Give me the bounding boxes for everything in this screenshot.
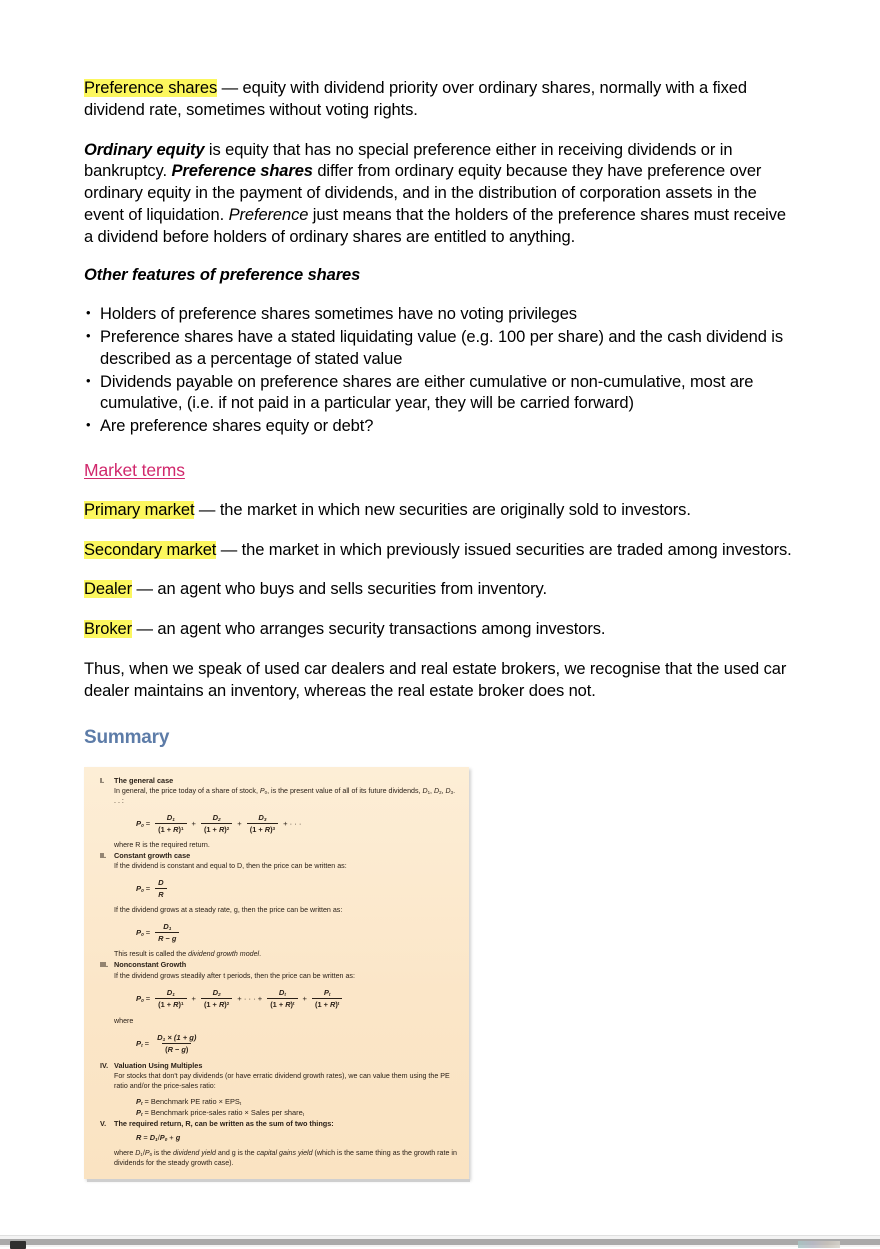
summary-item-4-text: For stocks that don't pay dividends (or have erratic dividend growth rates), we can value them using the PE ratio and/or the price-sales ratio:: [114, 1071, 450, 1090]
summary-item-5-note-italic-2: capital gains yield: [256, 1149, 313, 1158]
summary-item-3-body: [114, 960, 458, 1059]
horizontal-scrollbar[interactable]: [0, 1235, 880, 1247]
term-preference-italic: Preference: [228, 205, 309, 224]
market-term-broker: [84, 619, 798, 641]
summary-item-5-body: [114, 1119, 458, 1168]
market-terms-heading-wrap: [84, 460, 798, 500]
preference-shares-definition: [84, 78, 798, 122]
list-item: • Holders of preference shares sometimes have no voting privileges: [84, 304, 798, 326]
highlighted-term-primary-market: Primary market: [84, 500, 195, 519]
summary-item-5-note-suffix: (which is the same thing as the growth rate in dividends for the steady growth case).: [114, 1149, 457, 1168]
summary-item-3-title: Nonconstant Growth: [114, 960, 187, 970]
summary-item-1-numeral: I.: [100, 775, 104, 785]
summary-item-2-numeral: II.: [100, 850, 106, 860]
summary-figure-box: [84, 767, 469, 1180]
summary-item-4-equation-2: $P_t$ = Benchmark price-sales ratio × Sales per share$_t$: [136, 1107, 304, 1117]
summary-item-5-note: where $D_1/P_0$ is the dividend yield and g is the capital gains yield (which is the same thing as the growth rate in dividends for the steady growth case).: [114, 1149, 457, 1168]
summary-item-5-note-mid2: and g is the: [215, 1149, 257, 1158]
summary-item-4-body: [114, 1061, 458, 1118]
ordinary-equity-paragraph: [84, 140, 798, 249]
ordinary-equity-text-3: just means that the holders of the preference shares must receive a dividend before holders of ordinary shares are entitled to anything.: [84, 205, 786, 246]
summary-item-5: [92, 1119, 458, 1168]
summary-item-2-note-italic: dividend growth model: [188, 950, 260, 959]
market-term-primary-market: [84, 500, 798, 522]
summary-item-4-numeral: IV.: [100, 1060, 109, 1070]
highlighted-term-dealer: Dealer: [84, 580, 133, 599]
summary-item-2-text-2: If the dividend grows at a steady rate, g, then the price can be written as:: [114, 906, 343, 915]
summary-figure-shadow: [87, 1179, 470, 1182]
other-features-list: [84, 304, 798, 438]
summary-item-3-equation: $P_0$ = $\frac{D_1}{(1 + R)^1}$ + $\frac{D_2}{(1 + R)^2}$ + · · · + $\frac{D_t}{(1 + R)^t}$ + $\frac{P_t}{(1 + R)^t}$: [136, 988, 458, 1009]
summary-figure: [84, 767, 469, 1180]
summary-item-5-note-prefix: where: [114, 1149, 136, 1158]
summary-item-3: [92, 960, 458, 1059]
summary-item-1-title: The general case: [114, 775, 174, 785]
summary-item-4: [92, 1061, 458, 1118]
summary-item-4-equation-1: $P_t$ = Benchmark PE ratio × $EPS_t$: [136, 1096, 242, 1106]
other-features-heading: Other features of preference shares: [84, 266, 361, 285]
ordinary-equity-text-2: differ from ordinary equity because they have preference over ordinary equity in the payment of dividends, and in the distribution of corporation assets in the event of liquidation.: [84, 162, 762, 224]
market-term-dealer: [84, 579, 798, 601]
ordinary-equity-text-1: is equity that has no special preference either in receiving dividends or in bankruptcy.: [84, 140, 733, 181]
summary-item-5-title: The required return, R, can be written as the sum of two things:: [114, 1118, 334, 1128]
summary-item-1-text-prefix: In general, the price today of a share of stock,: [114, 786, 260, 795]
summary-item-5-numeral: V.: [100, 1118, 107, 1128]
summary-item-1-text: In general, the price today of a share of stock, $P_0$, is the present value of all of its future dividends, $D_1$, $D_2$, $D_3$. . . :: [114, 786, 456, 805]
summary-item-1-equation: $P_0$ = $\frac{D_1}{(1 + R)^1}$ + $\frac{D_2}{(1 + R)^2}$ + $\frac{D_3}{(1 + R)^3}$ + · · ·: [136, 812, 302, 834]
list-item: • Dividends payable on preference shares are either cumulative or non-cumulative, most are cumulative, (i.e. if not paid in a particular year, they will be carried forward): [84, 372, 798, 416]
summary-item-3-equation-2: $P_t$ = $\frac{D_1 \times (1 + g)}{(R - g)}$: [136, 1032, 197, 1054]
summary-item-5-note-mid: is the: [152, 1149, 173, 1158]
summary-item-2-note: This result is called the dividend growth model.: [114, 950, 262, 959]
summary-item-2-equation-2: $P_0$ = $\frac{D_1}{R - g}$: [136, 922, 458, 943]
summary-item-1-note: where R is the required return.: [114, 840, 210, 849]
summary-item-5-equation: $R = D_1/P_0 + g$: [136, 1133, 181, 1143]
summary-item-2: [92, 851, 458, 959]
summary-item-3-text: If the dividend grows steadily after t periods, then the price can be written as:: [114, 971, 355, 980]
summary-item-3-where-label: where: [114, 1016, 134, 1025]
scrollbar-track[interactable]: [0, 1239, 880, 1245]
summary-item-3-numeral: III.: [100, 960, 108, 970]
summary-item-5-note-italic-1: dividend yield: [172, 1149, 216, 1158]
summary-item-2-text: If the dividend is constant and equal to D, then the price can be written as:: [114, 862, 347, 871]
summary-item-1: [92, 776, 458, 850]
market-terms-link[interactable]: Market terms: [84, 459, 185, 480]
highlighted-term-broker: Broker: [84, 620, 132, 639]
summary-heading: Summary: [84, 726, 170, 748]
highlighted-term-preference-shares: Preference shares: [84, 79, 218, 97]
term-preference-shares-bold: Preference shares: [171, 162, 313, 181]
broker-definition-text: — an agent who arranges security transactions among investors.: [132, 620, 606, 639]
summary-item-1-text-suffix: . . . :: [114, 786, 456, 805]
primary-market-definition-text: — the market in which new securities are originally sold to investors.: [194, 500, 691, 519]
summary-item-2-equation-1: $P_0$ = $\frac{D}{R}$: [136, 878, 458, 899]
list-item: • Preference shares have a stated liquidating value (e.g. 100 per share) and the cash dividend is described as a percentage of stated value: [84, 327, 798, 371]
summary-item-4-title: Valuation Using Multiples: [114, 1060, 203, 1070]
document-content: [84, 78, 798, 1179]
secondary-market-definition-text: — the market in which previously issued securities are traded among investors.: [216, 540, 792, 559]
preference-shares-definition-text: — equity with dividend priority over ordinary shares, normally with a fixed dividend rate, sometimes without voting rights.: [84, 79, 747, 119]
summary-item-1-text-mid: , is the present value of all of its future dividends,: [267, 786, 423, 795]
term-ordinary-equity: Ordinary equity: [84, 140, 205, 159]
highlighted-term-secondary-market: Secondary market: [84, 540, 217, 559]
summary-item-2-title: Constant growth case: [114, 850, 191, 860]
closing-paragraph: Thus, when we speak of used car dealers and real estate brokers, we recognise that the used car dealer maintains an inventory, whereas the real estate broker does not.: [84, 660, 787, 700]
scrollbar-thumb[interactable]: [10, 1241, 26, 1249]
list-item: • Are preference shares equity or debt?: [84, 416, 798, 438]
summary-item-2-body: [114, 851, 458, 959]
market-term-secondary-market: [84, 540, 798, 562]
summary-item-1-body: [114, 776, 458, 850]
dealer-definition-text: — an agent who buys and sells securities from inventory.: [132, 580, 547, 599]
